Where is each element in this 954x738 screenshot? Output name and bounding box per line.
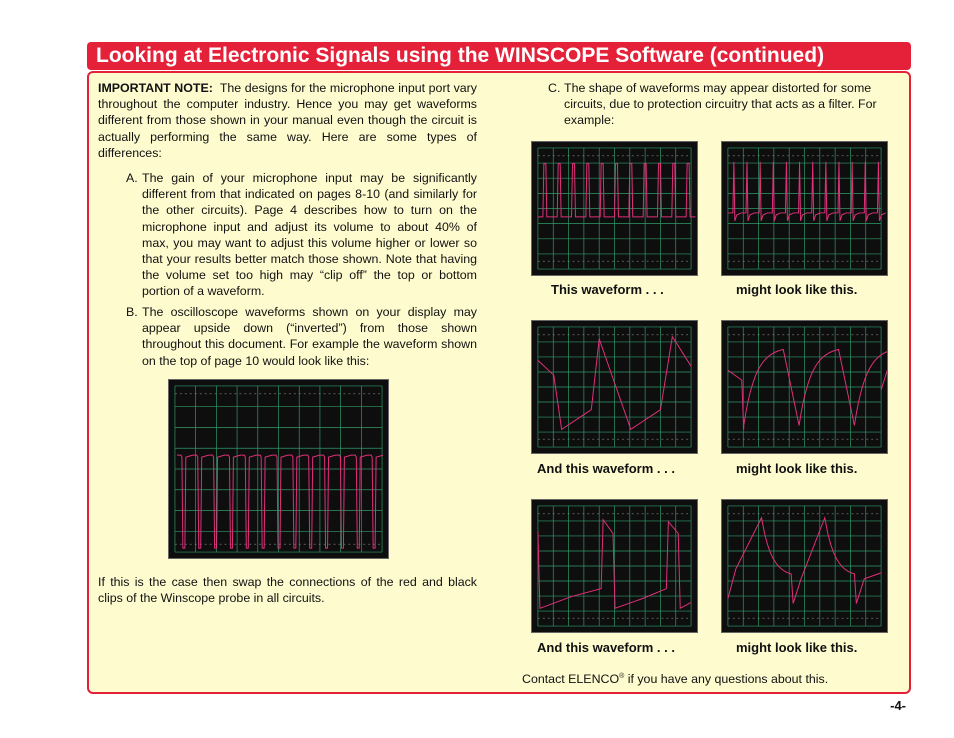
sawtooth-distorted-scope: [721, 320, 888, 454]
sawtooth-distorted-plot: [722, 321, 887, 453]
square-waveform-plot: [532, 500, 697, 632]
contact-prefix: Contact ELENCO: [522, 672, 620, 686]
contact-line: [522, 672, 828, 686]
sawtooth-waveform-plot: [532, 321, 697, 453]
item-a-text: The gain of your microphone input may be significantly different from that indicated on pages 8-10 (and similarly for the other circuits). Page 4 describes how to turn on the microphone input and adjust its volume to about 40% of max, you may want to adjust this volume higher or lower so that your results better match those shown. Note that having the volume set too high may “clip off” the top or bottom portion of a waveform.: [142, 171, 477, 299]
item-a-marker: A.: [126, 171, 138, 185]
sawtooth-waveform-scope: [531, 320, 698, 454]
row1-left-label: This waveform . . .: [551, 282, 664, 297]
swap-clips-text: If this is the case then swap the connections of the red and black clips of the Winscope probe in all circuits.: [98, 575, 477, 606]
important-note-text: The designs for the microphone input port vary throughout the computer industry. Hence you may get waveforms different from those shown in your manual even though the circuit is actually performing the same way. Here are some types of differences:: [98, 81, 477, 160]
square-distorted-plot: [722, 500, 887, 632]
important-note-label: IMPORTANT NOTE:: [98, 81, 213, 95]
inverted-waveform-plot: [169, 380, 388, 558]
row2-left-label: And this waveform . . .: [537, 461, 675, 476]
spike-distorted-plot: [722, 142, 887, 275]
item-b-marker: B.: [126, 305, 138, 319]
registered-mark: ®: [619, 672, 625, 680]
square-distorted-scope: [721, 499, 888, 633]
page-number: -4-: [890, 698, 906, 713]
item-c-text: The shape of waveforms may appear distorted for some circuits, due to protection circuitry that acts as a filter. For example:: [564, 81, 877, 128]
inverted-waveform-scope: [168, 379, 389, 559]
spike-distorted-scope: [721, 141, 888, 276]
row3-left-label: And this waveform . . .: [537, 640, 675, 655]
row2-right-label: might look like this.: [736, 461, 858, 476]
page-title: Looking at Electronic Signals using the WINSCOPE Software (continued): [87, 42, 911, 70]
row1-right-label: might look like this.: [736, 282, 858, 297]
important-note: [98, 80, 477, 161]
spike-waveform-plot: [532, 142, 697, 275]
row3-right-label: might look like this.: [736, 640, 858, 655]
waveform-trace: [728, 162, 886, 221]
waveform-trace: [538, 164, 696, 217]
spike-waveform-scope: [531, 141, 698, 276]
contact-suffix: if you have any questions about this.: [624, 672, 829, 686]
item-c-marker: C.: [548, 81, 561, 95]
square-waveform-scope: [531, 499, 698, 633]
item-b-text: The oscilloscope waveforms shown on your display may appear upside down (“inverted”) from those shown throughout this document. For example the waveform shown on the top of page 10 would look like this:: [142, 305, 477, 368]
